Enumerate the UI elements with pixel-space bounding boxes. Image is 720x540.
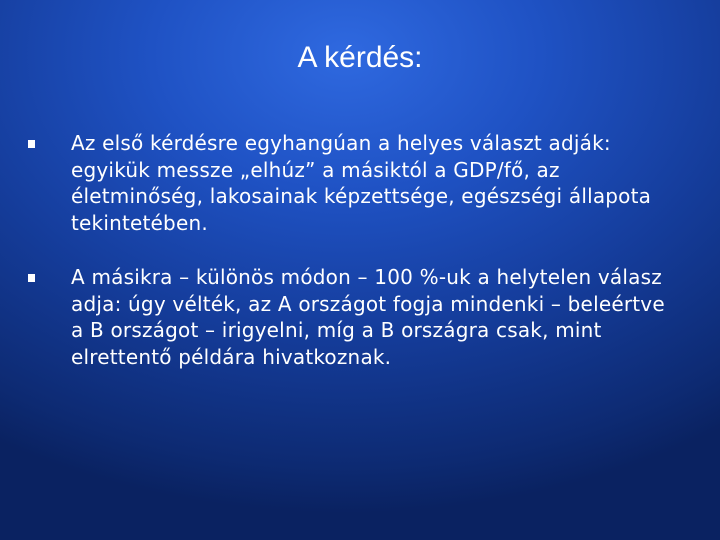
slide-title: A kérdés: (297, 41, 423, 74)
bullet-text: A másikra – különös módon – 100 %-uk a helytelen válasz adja: úgy vélték, az A országot fogja mindenki – beleértve a B országot – irigyelni, míg a B országra csak, mint elrettentő példára hivatkoznak. (71, 265, 665, 369)
bullet-list (0, 130, 720, 370)
bullet-item (71, 264, 671, 370)
bullet-text: Az első kérdésre egyhangúan a helyes választ adják: egyikük messze „elhúz” a másiktól a GDP/fő, az életminőség, lakosainak képzettsége, egészségi állapota tekintetében. (71, 131, 652, 235)
square-bullet-icon (28, 140, 35, 148)
bullet-item (71, 130, 671, 236)
square-bullet-icon (28, 274, 35, 282)
